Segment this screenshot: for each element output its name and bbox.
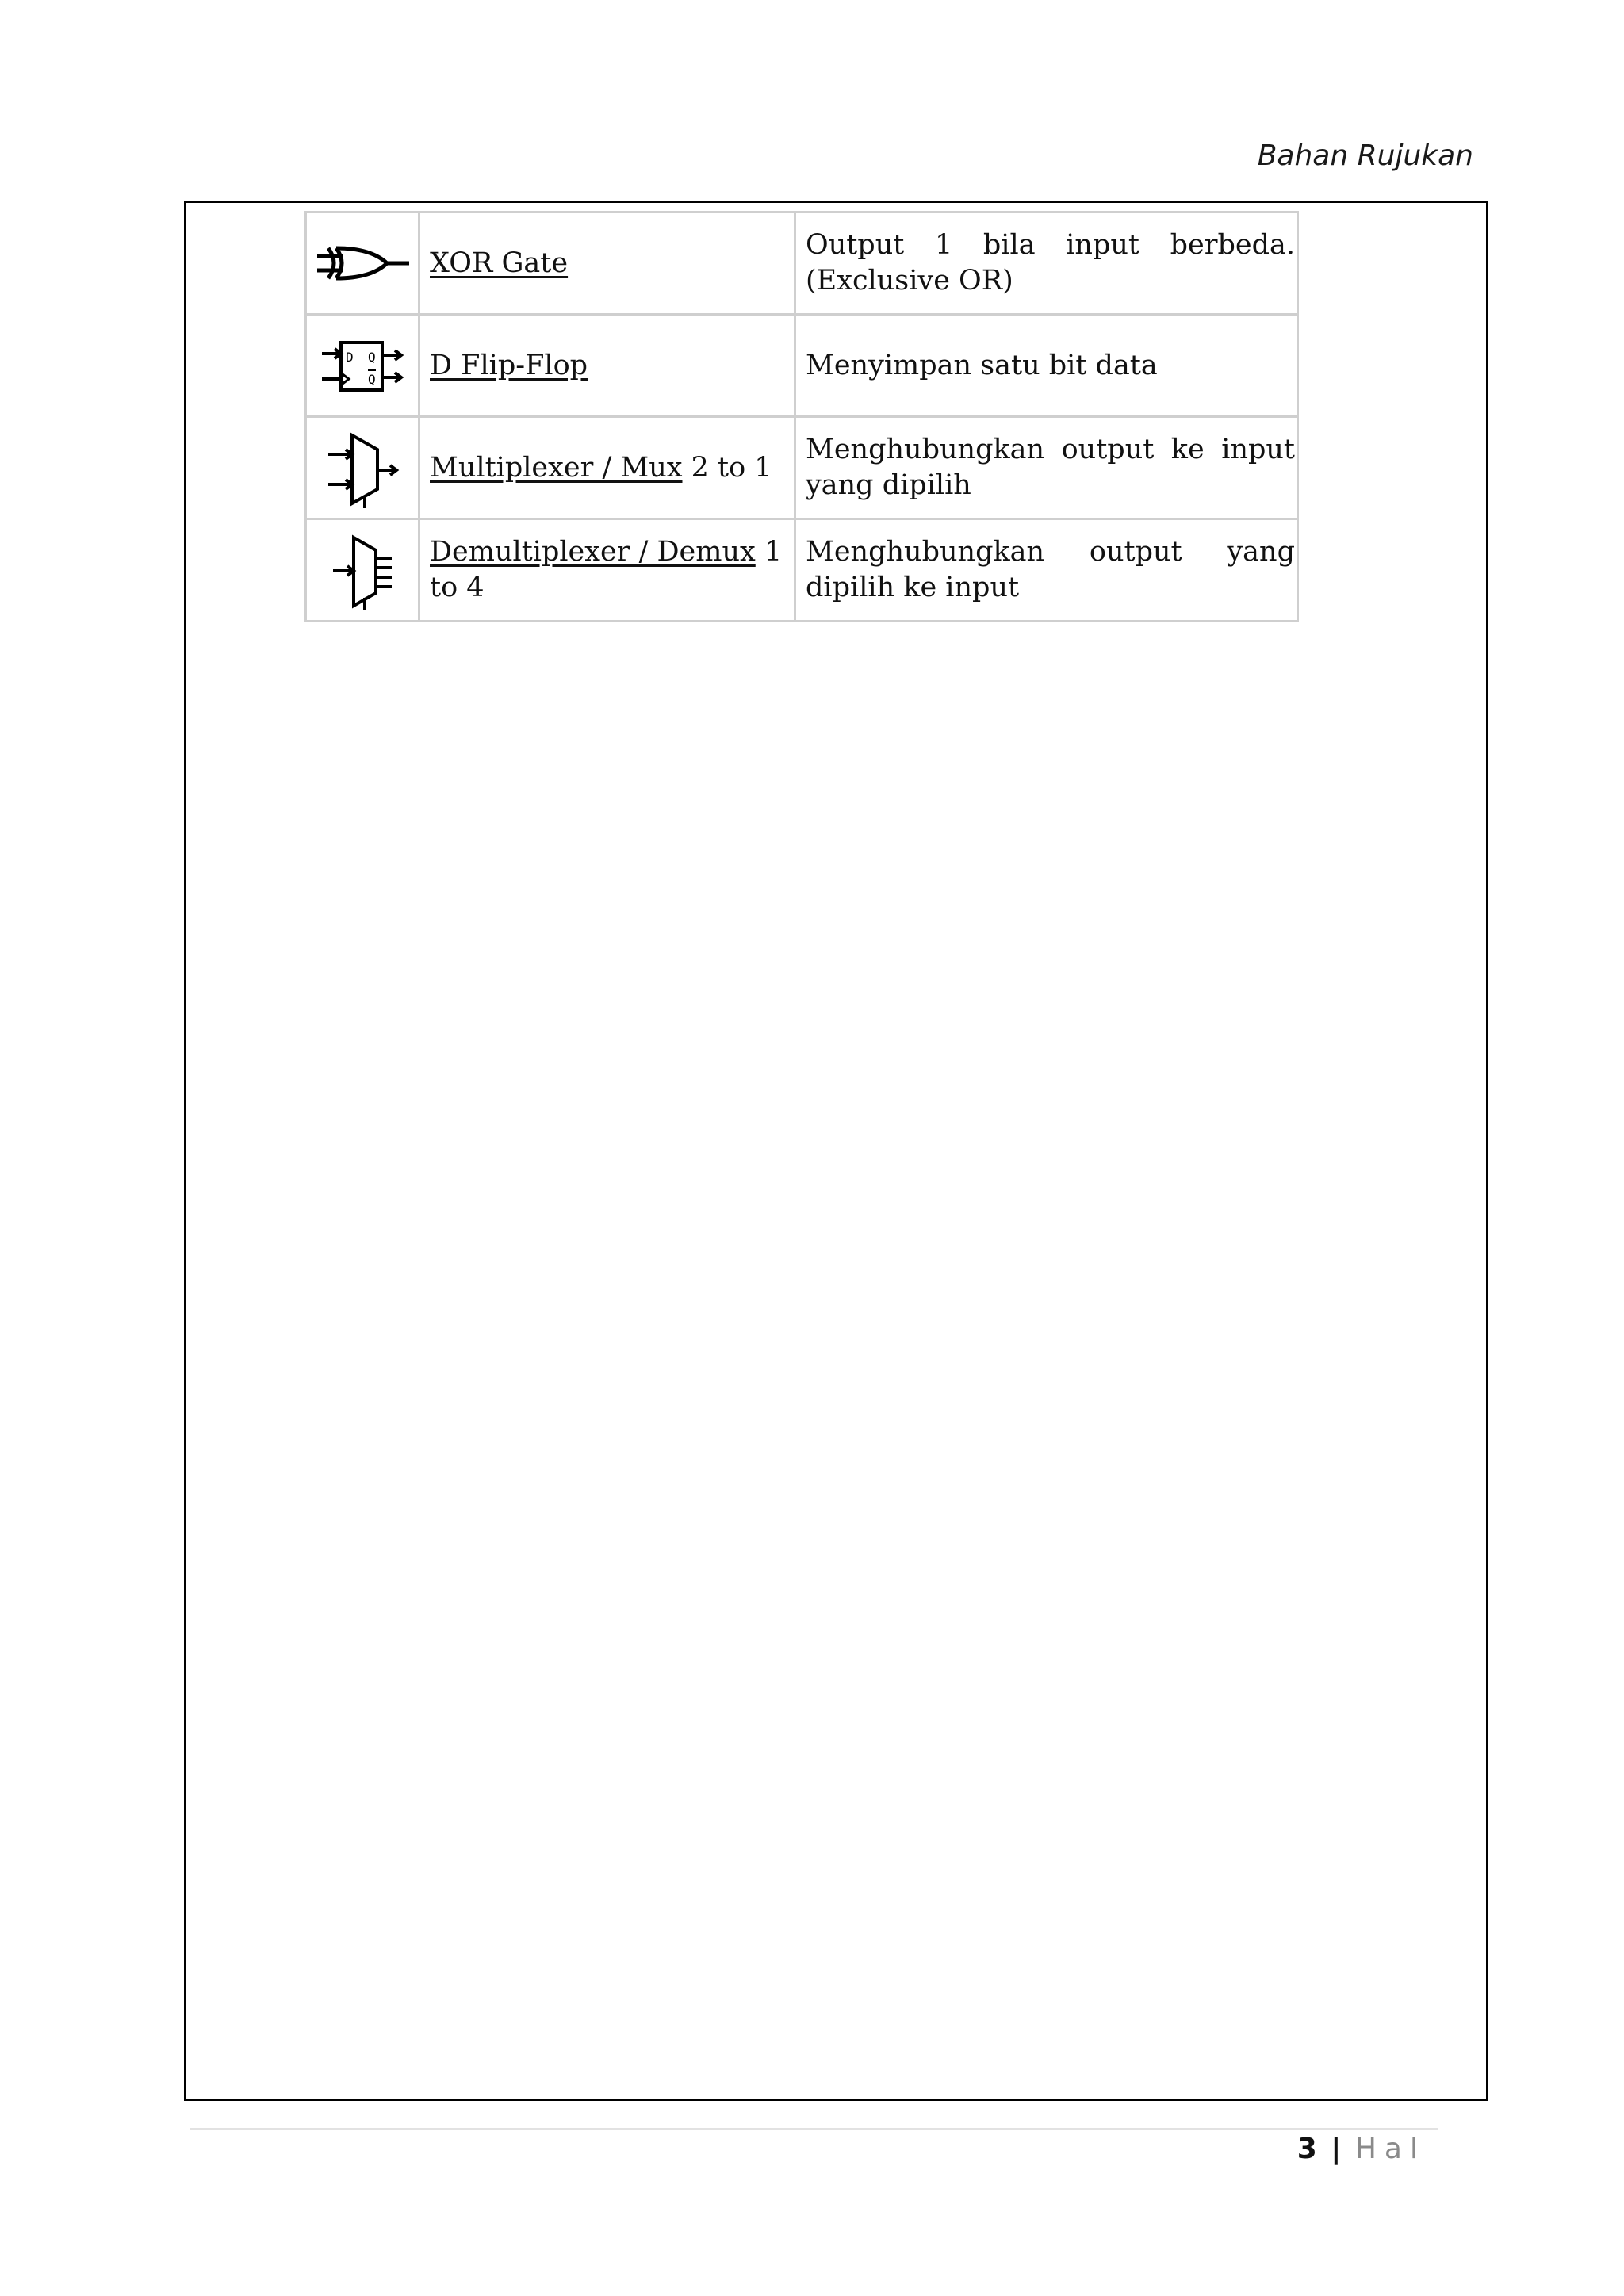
svg-text:Q: Q <box>368 372 376 387</box>
table-row <box>306 212 1298 315</box>
page-number: 3 <box>1297 2133 1317 2165</box>
component-name-link[interactable]: Multiplexer / Mux <box>430 451 683 484</box>
header-title: Bahan Rujukan <box>1257 140 1473 172</box>
footer-divider <box>190 2128 1438 2130</box>
symbol-table <box>304 211 1299 622</box>
svg-text:Q: Q <box>368 350 376 365</box>
component-description: Menghubungkan output ke input yang dipilih <box>795 417 1298 519</box>
demultiplexer-icon <box>311 526 414 614</box>
component-name-suffix: 1 to 4 <box>430 536 783 603</box>
component-description: Menghubungkan output yang dipilih ke input <box>795 519 1298 622</box>
footer-separator: | <box>1331 2133 1342 2165</box>
component-name-link[interactable]: D Flip-Flop <box>430 349 588 381</box>
page-label: Hal <box>1354 2133 1426 2165</box>
component-name-link[interactable]: XOR Gate <box>430 247 569 279</box>
svg-text:D: D <box>346 350 354 365</box>
xor-gate-icon <box>311 220 414 307</box>
content-frame <box>184 201 1488 2101</box>
component-description: Output 1 bila input berbeda. (Exclusive OR) <box>795 212 1298 315</box>
component-name-link[interactable]: Demultiplexer / Demux <box>430 536 756 568</box>
component-name-suffix: 2 to 1 <box>682 451 772 484</box>
component-description: Menyimpan satu bit data <box>795 315 1298 417</box>
table-row <box>306 315 1298 417</box>
table-row <box>306 417 1298 519</box>
multiplexer-icon <box>311 424 414 511</box>
page-footer <box>1297 2133 1426 2165</box>
d-flip-flop-icon <box>311 322 414 409</box>
table-row <box>306 519 1298 622</box>
